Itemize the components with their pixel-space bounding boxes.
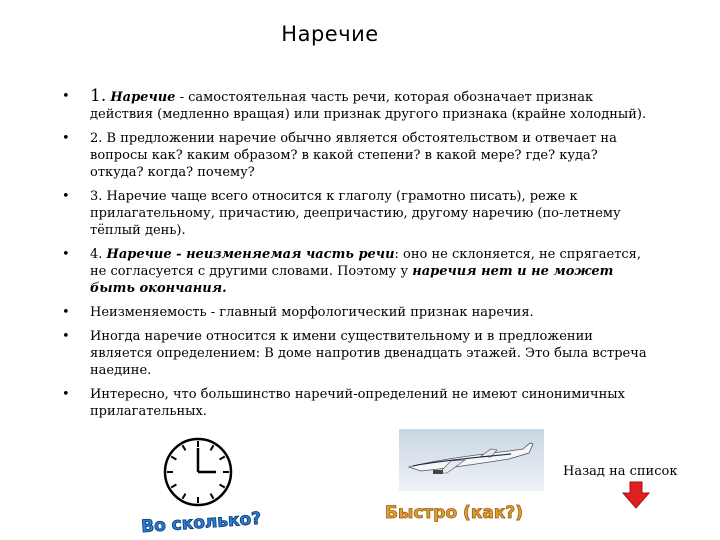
- item-number: 1.: [90, 86, 107, 106]
- page-title: Наречие: [281, 22, 379, 46]
- list-item: [62, 188, 652, 239]
- fast-caption-text: Быстро (как?): [385, 503, 523, 523]
- item-text: - самостоятельная часть речи, которая обозначает признак действия (медленно вращая) или признак другого признака (крайне холодный).: [90, 90, 647, 122]
- bullet-marker: •: [62, 305, 70, 320]
- list-item: [62, 386, 652, 420]
- bullet-list: [62, 88, 652, 427]
- list-item: [62, 130, 652, 181]
- item-text: 3. Наречие чаще всего относится к глаголу (грамотно писать), реже к прилагательному, причастию, деепричастию, другому наречию (по-летнему тёплый день).: [90, 189, 621, 238]
- item-text: 2. В предложении наречие обычно является обстоятельством и отвечает на вопросы как? каким образом? в какой степени? в какой мере? где? куда? откуда? когда? почему?: [90, 131, 617, 180]
- bullet-marker: •: [62, 131, 70, 146]
- item-text: Неизменяемость - главный морфологический признак наречия.: [90, 305, 534, 320]
- bullet-marker: •: [62, 189, 70, 204]
- term: Наречие - неизменяемая часть речи: [106, 247, 395, 262]
- list-item: [62, 88, 652, 123]
- list-item: [62, 246, 652, 297]
- clock-icon: [162, 436, 234, 508]
- emphasis: наречия нет и не может быть окончания.: [90, 264, 614, 296]
- term: Наречие: [110, 90, 176, 105]
- list-item: [62, 328, 652, 379]
- item-prefix: 4.: [90, 247, 107, 262]
- bullet-marker: •: [62, 89, 70, 104]
- bullet-marker: •: [62, 247, 70, 262]
- clock-caption-text: Во сколько?: [140, 508, 262, 538]
- item-text: Иногда наречие относится к имени существительному и в предложении является определением: В доме напротив двенадцать этажей. Это была встреча наедине.: [90, 329, 647, 378]
- fast-caption-art: [385, 494, 523, 528]
- bullet-marker: •: [62, 329, 70, 344]
- airplane-image: [399, 429, 544, 491]
- item-text: Интересно, что большинство наречий-определений не имеют синонимичных прилагательных.: [90, 387, 625, 419]
- list-item: [62, 304, 652, 321]
- arrow-down-icon[interactable]: [622, 481, 650, 509]
- bullet-marker: •: [62, 387, 70, 402]
- clock-caption-art: [140, 504, 262, 538]
- back-to-list-link[interactable]: Назад на список: [563, 464, 678, 479]
- item-text: : оно не склоняется, не спрягается, не согласуется с другими словами. Поэтому у: [90, 247, 642, 279]
